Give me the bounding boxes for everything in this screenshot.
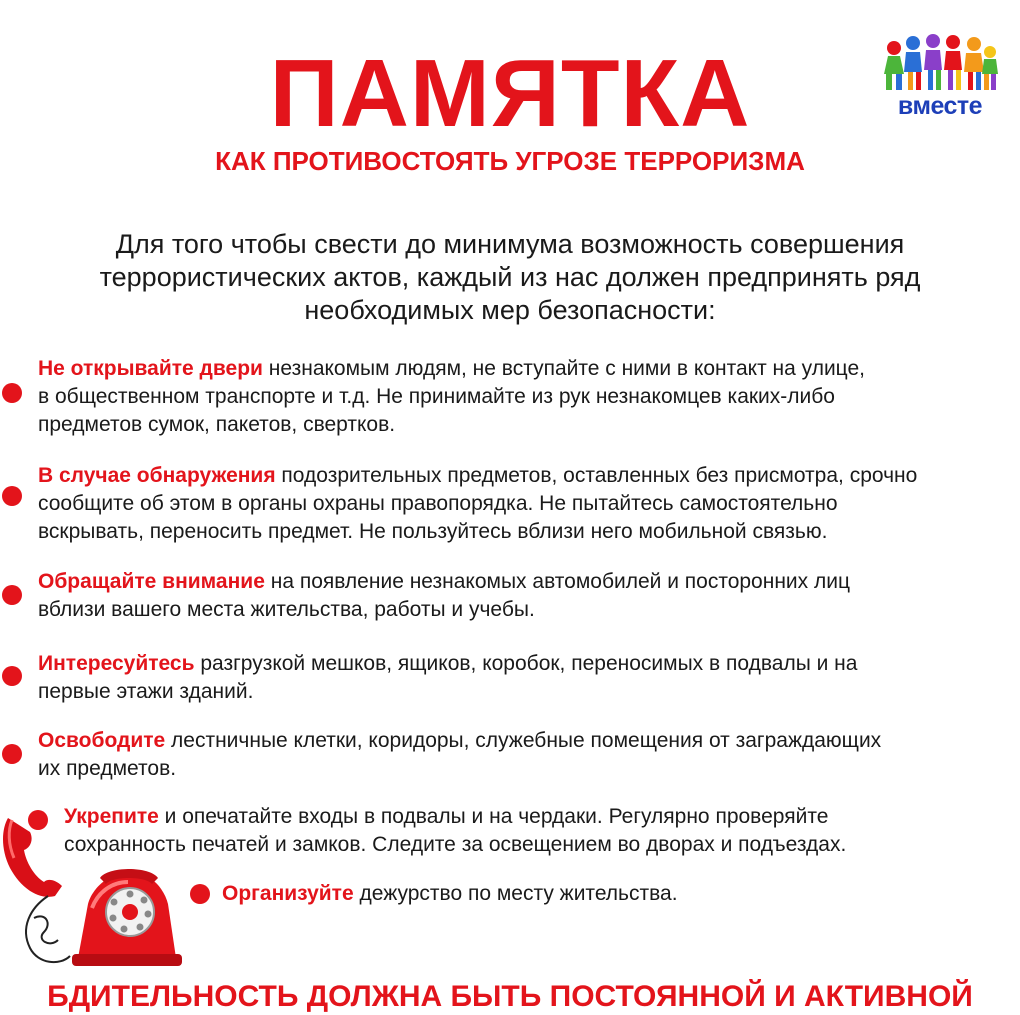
item-text: подозрительных предметов, оставленных без присмотра, срочно <box>275 464 918 487</box>
bullet-icon <box>2 486 22 506</box>
bullet-icon <box>2 744 22 764</box>
page-title: ПАМЯТКА <box>269 40 751 147</box>
logo-text: вместе <box>897 92 983 120</box>
bullet-icon <box>2 666 22 686</box>
item-lead: Укрепите <box>64 805 159 828</box>
item-lead: Обращайте внимание <box>38 570 265 593</box>
item-lead: Интересуйтесь <box>38 652 195 675</box>
page-subtitle: КАК ПРОТИВОСТОЯТЬ УГРОЗЕ ТЕРРОРИЗМА <box>215 146 805 176</box>
item-text: незнакомым людям, не вступайте с ними в контакт на улице, <box>262 357 865 380</box>
item-text: первые этажи зданий. <box>38 680 254 703</box>
bullet-icon <box>2 585 22 605</box>
item-text: предметов сумок, пакетов, свертков. <box>38 413 396 436</box>
item-text: разгрузкой мешков, ящиков, коробок, переносимых в подвалы и на <box>194 652 858 675</box>
item-lead: Не открывайте двери <box>38 357 263 380</box>
item-lead: Освободите <box>38 729 166 752</box>
item-text: их предметов. <box>38 757 177 780</box>
item-text: на появление незнакомых автомобилей и посторонних лиц <box>264 570 851 593</box>
list-item <box>38 568 998 624</box>
item-text: дежурство по месту жительства. <box>353 882 678 905</box>
item-text: лестничные клетки, коридоры, служебные помещения от заграждающих <box>165 729 882 752</box>
list-item <box>64 803 1014 859</box>
intro-paragraph <box>60 228 960 327</box>
list-item <box>38 462 1008 546</box>
intro-line: Для того чтобы свести до минимума возможность совершения <box>115 229 905 259</box>
item-lead: Организуйте <box>222 882 354 905</box>
list-item <box>38 355 998 439</box>
list-item <box>38 727 1008 783</box>
bullet-icon <box>2 383 22 403</box>
item-text: в общественном транспорте и т.д. Не принимайте из рук незнакомцев каких-либо <box>38 385 835 408</box>
item-text: вскрывать, переносить предмет. Не пользуйтесь вблизи него мобильной связью. <box>38 520 828 543</box>
intro-line: необходимых мер безопасности: <box>304 295 716 325</box>
red-telephone-icon <box>0 808 200 978</box>
item-text: и опечатайте входы в подвалы и на чердаки. Регулярно проверяйте <box>158 805 829 828</box>
item-lead: В случае обнаружения <box>38 464 276 487</box>
footer-slogan: БДИТЕЛЬНОСТЬ ДОЛЖНА БЫТЬ ПОСТОЯННОЙ И АКТИВНОЙ <box>47 980 973 1013</box>
list-item <box>222 880 982 908</box>
intro-line: террористических актов, каждый из нас должен предпринять ряд <box>99 262 921 292</box>
item-text: вблизи вашего места жительства, работы и учебы. <box>38 598 535 621</box>
list-item <box>38 650 998 706</box>
item-text: сообщите об этом в органы охраны правопорядка. Не пытайтесь самостоятельно <box>38 492 838 515</box>
item-text: сохранность печатей и замков. Следите за освещением во дворах и подъездах. <box>64 833 847 856</box>
